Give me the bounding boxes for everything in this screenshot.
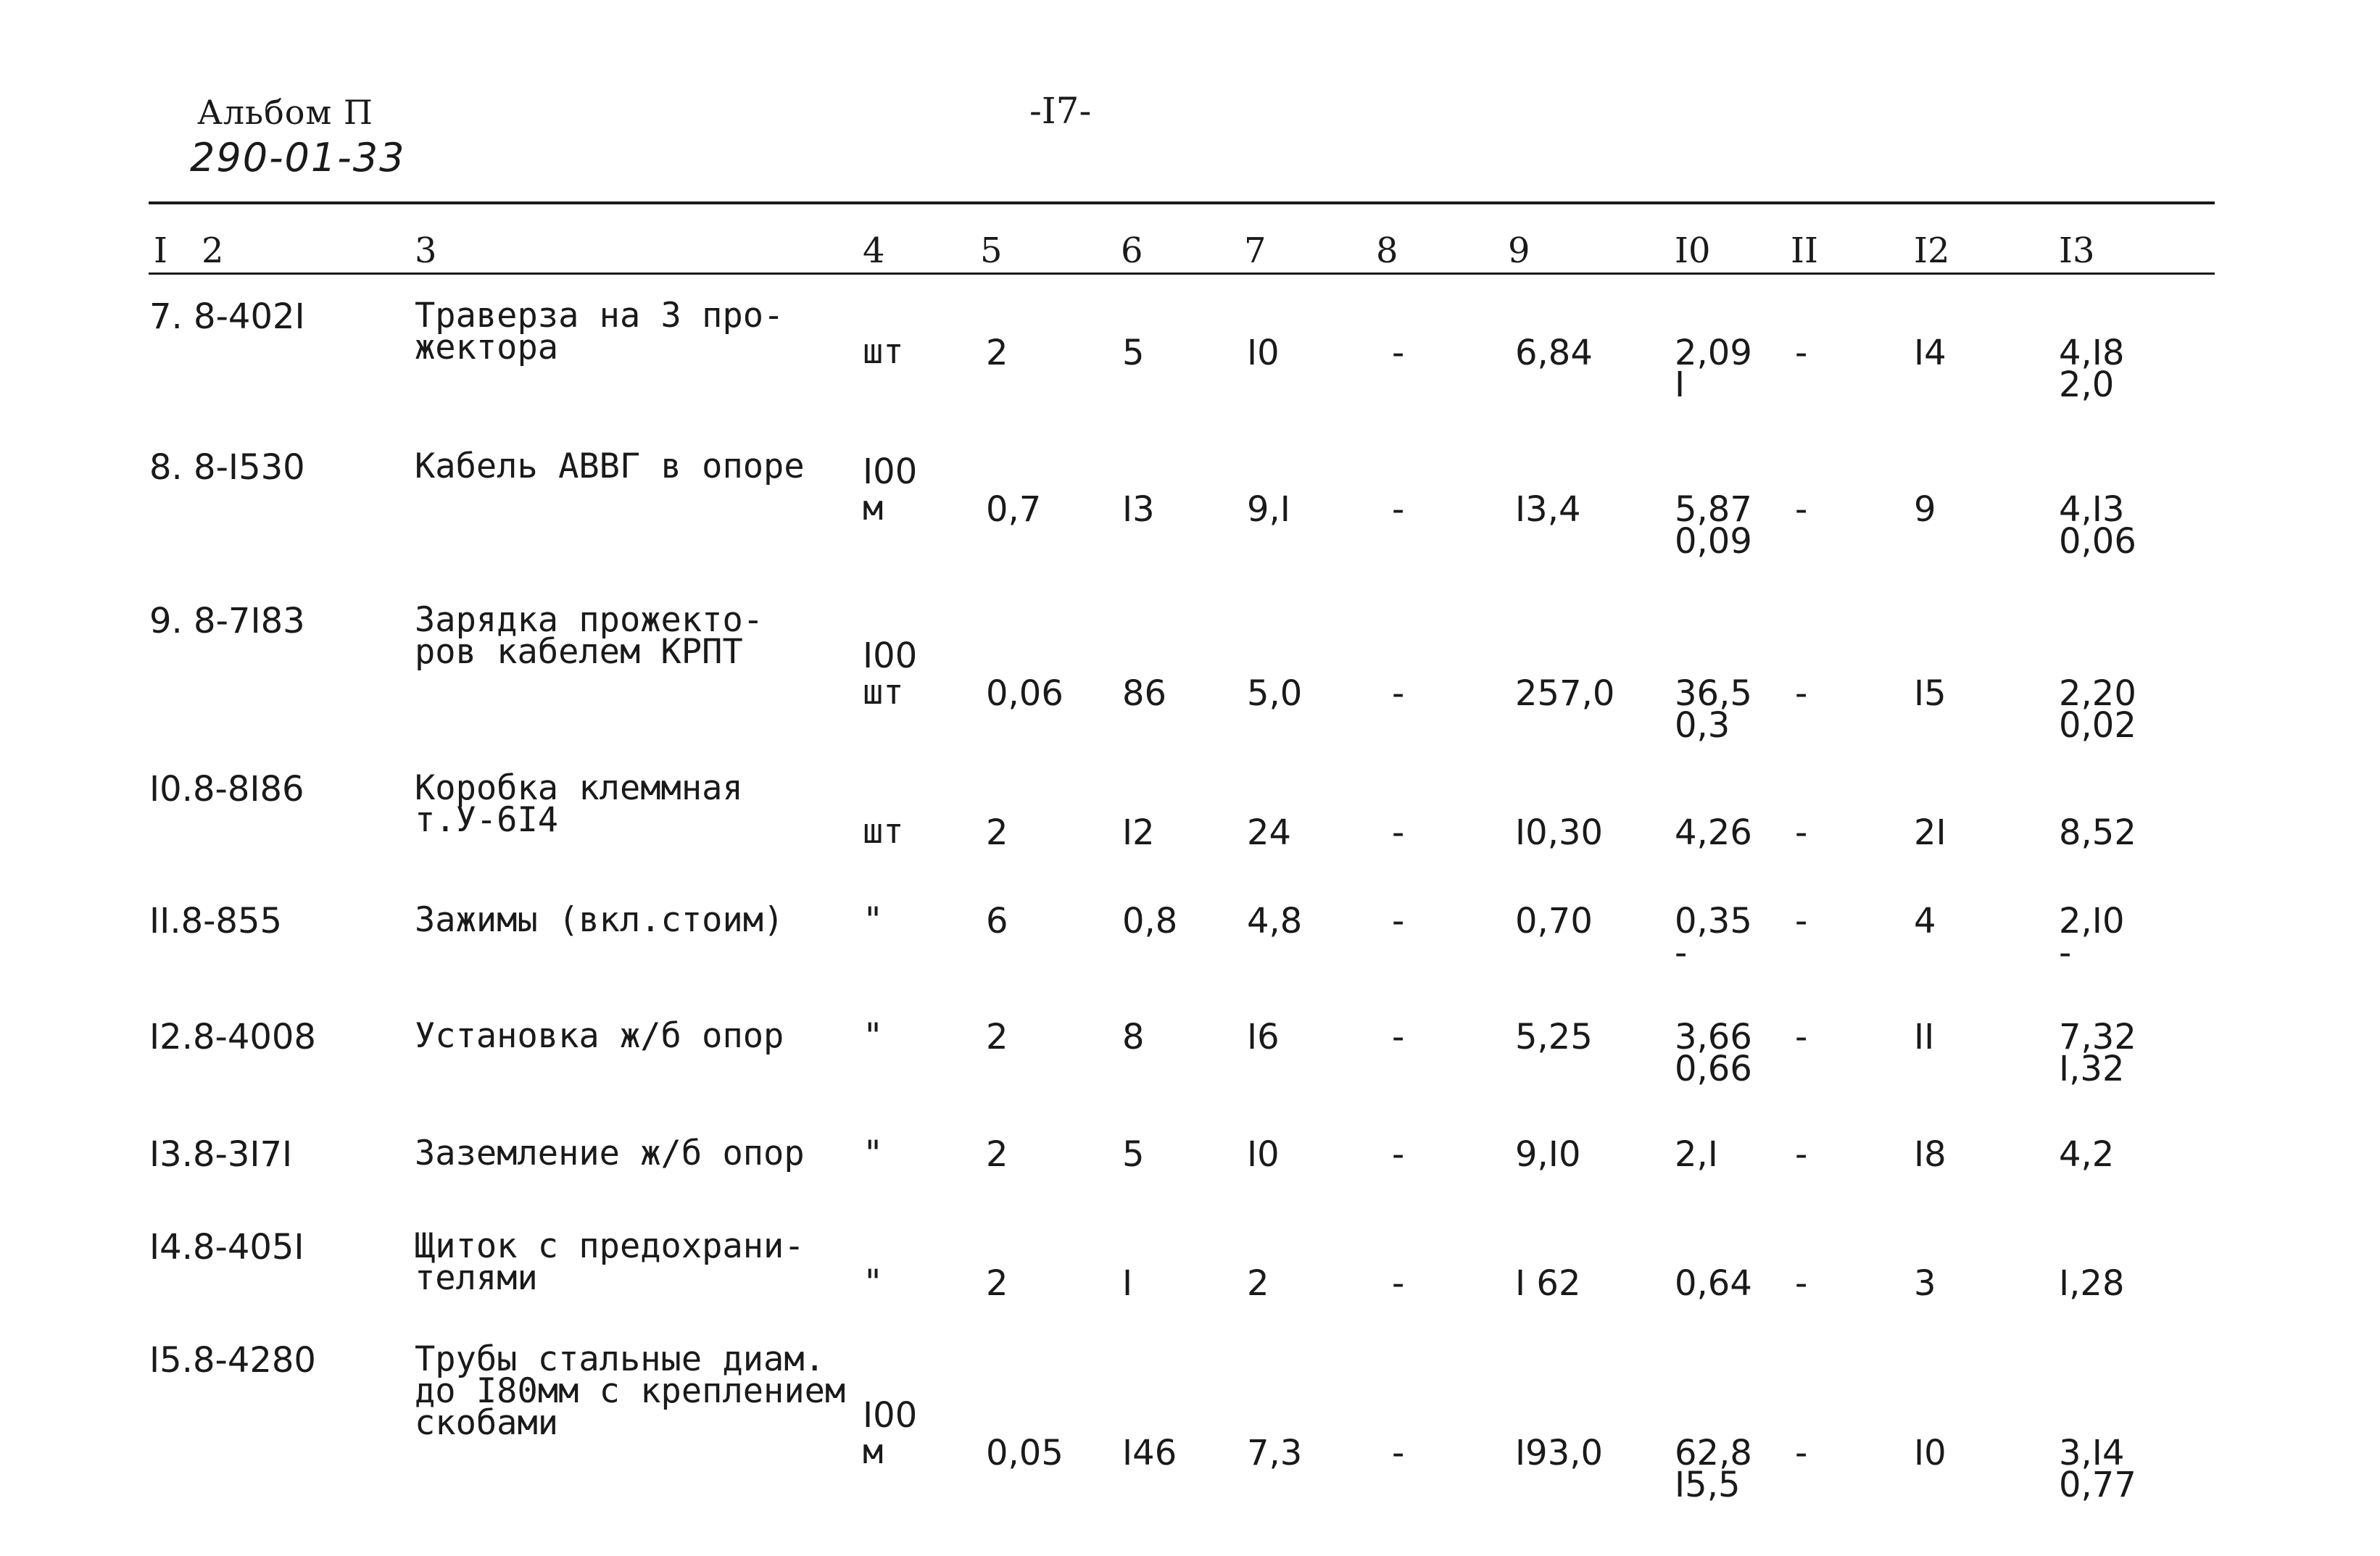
row-col8-value: - <box>1392 333 1405 373</box>
column-number-6: 6 <box>1121 230 1143 271</box>
row-unit: м <box>863 488 884 528</box>
row-col13-subvalue: 0,02 <box>2059 705 2136 746</box>
row-col10-value: 2,I <box>1675 1134 1718 1175</box>
row-col9-value: I3,4 <box>1515 489 1581 530</box>
top-rule <box>149 201 2215 204</box>
row-number-code: 7. 8-402I <box>149 296 305 337</box>
row-description-line2: т.У-6I4 <box>415 800 559 840</box>
row-unit: шт <box>863 812 904 852</box>
row-col8-value: - <box>1392 673 1405 714</box>
row-number-code: 9. 8-7I83 <box>149 601 305 641</box>
row-col10-value: 36,5 <box>1675 673 1752 714</box>
row-col12-value: I8 <box>1914 1134 1946 1175</box>
row-col12-value: I5 <box>1914 673 1946 714</box>
column-number-1: I <box>154 230 167 271</box>
row-col13-value: I,28 <box>2059 1263 2125 1304</box>
row-col8-value: - <box>1392 812 1405 853</box>
row-col6-value: I <box>1122 1263 1133 1304</box>
row-number-code: 8. 8-I530 <box>149 447 305 488</box>
row-col5-value: 0,06 <box>986 673 1063 714</box>
row-description: Щиток с предохрани- <box>415 1226 805 1266</box>
row-col6-value: 5 <box>1122 333 1145 373</box>
row-unit: шт <box>863 673 904 712</box>
row-col13-subvalue: 0,06 <box>2059 521 2136 562</box>
row-col7-value: 9,I <box>1247 489 1290 530</box>
row-col9-value: I93,0 <box>1515 1433 1604 1473</box>
row-col5-value: 2 <box>986 1017 1008 1057</box>
row-col11-value: - <box>1795 812 1808 853</box>
row-col9-value: 6,84 <box>1515 333 1593 373</box>
row-col6-value: 86 <box>1122 673 1167 714</box>
row-col10-subvalue: - <box>1675 933 1688 973</box>
row-col13-subvalue: I,32 <box>2059 1049 2125 1089</box>
row-col9-value: 0,70 <box>1515 901 1593 941</box>
row-col5-value: 2 <box>986 812 1008 853</box>
row-col5-value: 2 <box>986 1263 1008 1304</box>
row-col12-value: I4 <box>1914 333 1946 373</box>
row-col13-value: 2,I0 <box>2059 901 2125 941</box>
row-number-code: II.8-855 <box>149 901 283 941</box>
row-col12-value: 2I <box>1914 812 1946 853</box>
row-col8-value: - <box>1392 1017 1405 1057</box>
row-description: Заземление ж/б опор <box>415 1133 805 1173</box>
row-col10-value: 4,26 <box>1675 812 1752 853</box>
row-col6-value: I2 <box>1122 812 1155 853</box>
row-number-code: I5.8-4280 <box>149 1340 316 1381</box>
row-col13-value: 4,2 <box>2059 1134 2115 1175</box>
row-description: Установка ж/б опор <box>415 1016 784 1056</box>
row-col6-value: I3 <box>1122 489 1155 530</box>
row-col5-value: 2 <box>986 1134 1008 1175</box>
row-col5-value: 0,7 <box>986 489 1042 530</box>
row-unit: " <box>863 900 884 940</box>
row-col10-value: 0,64 <box>1675 1263 1752 1304</box>
column-number-9: 9 <box>1508 230 1530 271</box>
row-unit: " <box>863 1133 884 1173</box>
row-unit-quantity: I00 <box>863 636 918 676</box>
row-col10-subvalue: 0,09 <box>1675 521 1752 562</box>
row-col13-value: 4,I3 <box>2059 489 2125 530</box>
row-unit: " <box>863 1016 884 1056</box>
row-number-code: I4.8-405I <box>149 1227 304 1268</box>
row-col13-value: 8,52 <box>2059 812 2136 853</box>
row-col10-subvalue: I <box>1675 365 1686 405</box>
row-col12-value: I0 <box>1914 1433 1946 1473</box>
row-col12-value: 3 <box>1914 1263 1936 1304</box>
row-description-line2: жектора <box>415 328 559 367</box>
column-number-5: 5 <box>980 230 1003 271</box>
row-col7-value: 7,3 <box>1247 1433 1303 1473</box>
row-col11-value: - <box>1795 333 1808 373</box>
column-number-13: I3 <box>2059 230 2095 271</box>
row-col8-value: - <box>1392 1263 1405 1304</box>
row-col10-value: 0,35 <box>1675 901 1752 941</box>
row-col6-value: 0,8 <box>1122 901 1178 941</box>
row-col13-subvalue: 2,0 <box>2059 365 2115 405</box>
row-col10-value: 2,09 <box>1675 333 1752 373</box>
row-col5-value: 6 <box>986 901 1008 941</box>
row-unit: м <box>863 1432 884 1472</box>
row-number-code: I0.8-8I86 <box>149 769 304 810</box>
row-col10-value: 62,8 <box>1675 1433 1752 1473</box>
row-col7-value: 24 <box>1247 812 1292 853</box>
row-description-line3: скобами <box>415 1403 559 1443</box>
row-col11-value: - <box>1795 489 1808 530</box>
row-col6-value: 5 <box>1122 1134 1145 1175</box>
row-col10-subvalue: 0,3 <box>1675 705 1730 746</box>
row-col11-value: - <box>1795 1017 1808 1057</box>
row-col10-value: 3,66 <box>1675 1017 1752 1057</box>
row-col7-value: 2 <box>1247 1263 1269 1304</box>
row-col7-value: I0 <box>1247 333 1280 373</box>
row-description: Коробка клеммная <box>415 768 743 808</box>
row-col11-value: - <box>1795 673 1808 714</box>
column-number-10: I0 <box>1675 230 1711 271</box>
row-number-code: I3.8-3I7I <box>149 1134 293 1175</box>
row-col12-value: 9 <box>1914 489 1936 530</box>
row-description-line2: до I80мм с креплением <box>415 1371 846 1411</box>
row-number-code: I2.8-4008 <box>149 1017 316 1057</box>
row-col7-value: I0 <box>1247 1134 1280 1175</box>
row-col5-value: 0,05 <box>986 1433 1063 1473</box>
column-number-2: 2 <box>202 230 224 271</box>
row-col13-subvalue: 0,77 <box>2059 1465 2136 1505</box>
row-col8-value: - <box>1392 489 1405 530</box>
row-unit-quantity: I00 <box>863 452 918 492</box>
row-col10-subvalue: I5,5 <box>1675 1465 1741 1505</box>
row-unit: " <box>863 1262 884 1302</box>
row-col7-value: 5,0 <box>1247 673 1303 714</box>
row-col11-value: - <box>1795 1134 1808 1175</box>
album-code: 290-01-33 <box>190 135 406 180</box>
row-col5-value: 2 <box>986 333 1008 373</box>
row-unit-quantity: I00 <box>863 1395 918 1436</box>
row-col13-subvalue: - <box>2059 933 2072 973</box>
header-rule <box>149 272 2215 275</box>
row-col8-value: - <box>1392 1433 1405 1473</box>
row-col11-value: - <box>1795 1263 1808 1304</box>
page-number: -I7- <box>1029 90 1092 132</box>
row-description-line2: ров кабелем КРПТ <box>415 632 743 672</box>
album-label: Альбом П <box>197 93 374 132</box>
row-col6-value: I46 <box>1122 1433 1177 1473</box>
row-col9-value: I 62 <box>1515 1263 1581 1304</box>
row-col9-value: 9,I0 <box>1515 1134 1581 1175</box>
row-description: Кабель АВВГ в опоре <box>415 446 805 486</box>
column-number-3: 3 <box>415 230 437 271</box>
row-description-line2: телями <box>415 1258 538 1298</box>
row-col13-value: 4,I8 <box>2059 333 2125 373</box>
row-col7-value: 4,8 <box>1247 901 1303 941</box>
row-col13-value: 7,32 <box>2059 1017 2136 1057</box>
row-col7-value: I6 <box>1247 1017 1280 1057</box>
row-col13-value: 3,I4 <box>2059 1433 2125 1473</box>
row-description: Зажимы (вкл.стоим) <box>415 900 784 940</box>
column-number-8: 8 <box>1376 230 1398 271</box>
row-col10-subvalue: 0,66 <box>1675 1049 1752 1089</box>
column-number-7: 7 <box>1244 230 1266 271</box>
row-col11-value: - <box>1795 901 1808 941</box>
row-description: Зарядка прожекто- <box>415 600 764 640</box>
row-unit: шт <box>863 332 904 372</box>
row-col11-value: - <box>1795 1433 1808 1473</box>
row-col8-value: - <box>1392 901 1405 941</box>
column-number-12: I2 <box>1914 230 1950 271</box>
row-col8-value: - <box>1392 1134 1405 1175</box>
row-col10-value: 5,87 <box>1675 489 1752 530</box>
row-col9-value: 5,25 <box>1515 1017 1593 1057</box>
row-col12-value: II <box>1914 1017 1935 1057</box>
row-col9-value: 257,0 <box>1515 673 1615 714</box>
row-description: Трубы стальные диам. <box>415 1339 825 1379</box>
column-number-11: II <box>1791 230 1818 271</box>
row-col6-value: 8 <box>1122 1017 1145 1057</box>
column-number-4: 4 <box>863 230 885 271</box>
row-description: Траверза на 3 про- <box>415 296 784 336</box>
row-col12-value: 4 <box>1914 901 1936 941</box>
row-col9-value: I0,30 <box>1515 812 1604 853</box>
row-col13-value: 2,20 <box>2059 673 2136 714</box>
